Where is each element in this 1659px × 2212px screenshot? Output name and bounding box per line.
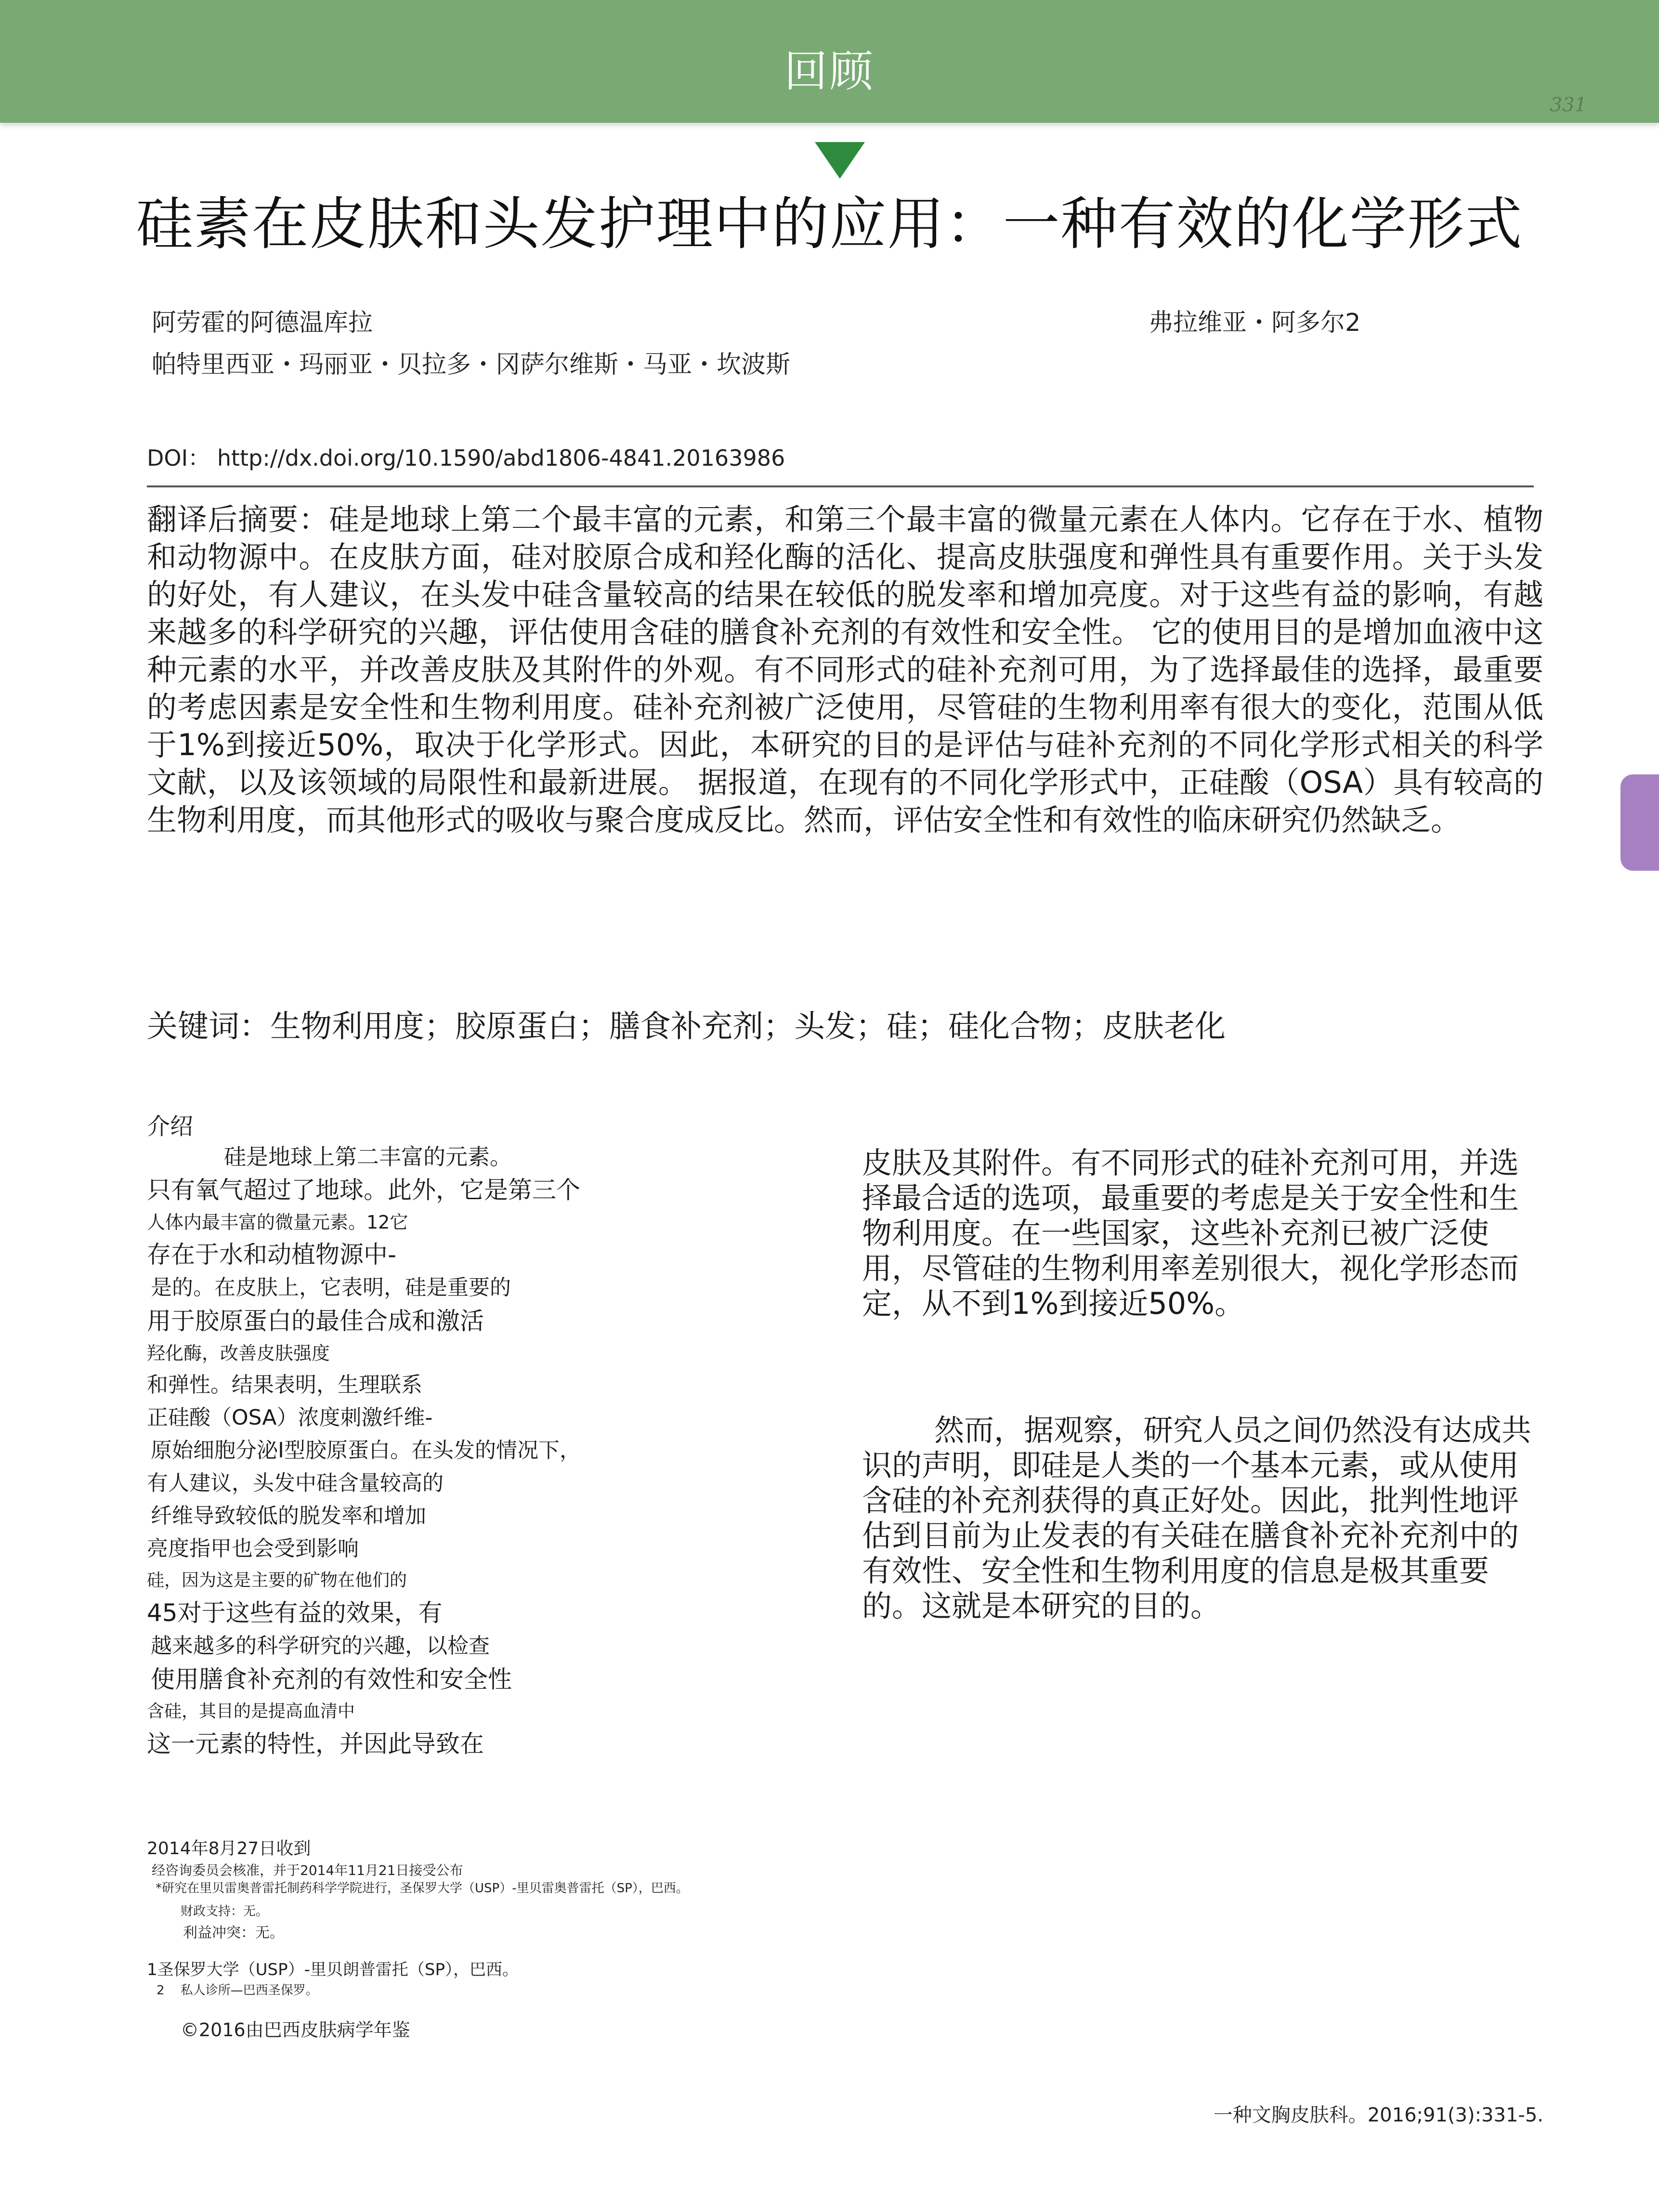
intro-paragraph: 然而，据观察，研究人员之间仍然没有达成共识的声明，即硅是人类的一个基本元素，或从使用含硅的补充剂获得的真正好处。因此，批判性地评估到目前为止发表的有关硅在膳食补充补充剂中的有效性、安全性和生物利用度的信息是极其重要的。这就是本研究的目的。 (862, 1413, 1532, 1623)
intro-line: 使用膳食补充剂的有效性和安全性 (151, 1665, 512, 1693)
intro-line: 只有氧气超过了地球。此外，它是第三个 (147, 1176, 580, 1204)
intro-right-column (862, 1145, 1546, 1715)
funding-note: 财政支持：无。 (181, 1904, 269, 1919)
intro-heading: 介绍 (147, 1113, 194, 1140)
keywords: 关键词：生物利用度；胶原蛋白；膳食补充剂；头发；硅；硅化合物；皮肤老化 (147, 1009, 1226, 1045)
intro-line: 羟化酶，改善皮肤强度 (147, 1343, 330, 1364)
doi-link[interactable]: DOI： http://dx.doi.org/10.1590/abd1806-4841.20163986 (147, 445, 785, 471)
affiliation-2 (147, 1980, 1110, 2015)
footnotes (147, 1835, 1110, 2042)
article-title: 硅素在皮肤和头发护理中的应用：一种有效的化学形式 (136, 191, 1523, 257)
page-number: 331 (1550, 94, 1587, 116)
intro-line: 正硅酸（OSA）浓度刺激纤维- (147, 1405, 433, 1430)
intro-line: 这一元素的特性，并因此导致在 (147, 1730, 484, 1758)
author-line-right: 弗拉维亚・阿多尔2 (1149, 309, 1361, 337)
intro-line: 和弹性。结果表明，生理联系 (147, 1373, 422, 1397)
author-line-1: 阿劳霍的阿德温库拉 (152, 309, 373, 337)
journal-citation: 一种文胸皮肤科。2016;91(3):331-5. (1213, 2104, 1543, 2126)
intro-line: 含硅，其目的是提高血清中 (147, 1702, 355, 1721)
intro-line: 用于胶原蛋白的最佳合成和激活 (147, 1307, 484, 1335)
affiliation-2-mark: 2 (157, 1983, 165, 1998)
divider (147, 485, 1534, 487)
intro-paragraph: 皮肤及其附件。有不同形式的硅补充剂可用，并选择最合适的选项，最重要的考虑是关于安全性和生物利用度。在一些国家，这些补充剂已被广泛使用，尽管硅的生物利用率差别很大，视化学形态而定，从不到1%到接近50%。 (862, 1145, 1519, 1321)
institution-note: *研究在里贝雷奥普雷托制药科学学院进行，圣保罗大学（USP）-里贝雷奥普雷托（SP），巴西。 (156, 1881, 689, 1896)
section-banner (0, 0, 1659, 123)
section-tab-marker (1620, 774, 1659, 871)
copyright: ©2016由巴西皮肤病学年鉴 (181, 2019, 410, 2041)
intro-line: 越来越多的科学研究的兴趣，以检查 (151, 1634, 490, 1658)
abstract: 翻译后摘要：硅是地球上第二个最丰富的元素，和第三个最丰富的微量元素在人体内。它存在于水、植物和动物源中。在皮肤方面，硅对胶原合成和羟化酶的活化、提高皮肤强度和弹性具有重要作用。关于头发的好处，有人建议，在头发中硅含量较高的结果在较低的脱发率和增加亮度。对于这些有益的影响，有越来越多的科学研究的兴趣，评估使用含硅的膳食补充剂的有效性和安全性。 它的使用目的是增加血液中这种元素的水平，并改善皮肤及其附件的外观。有不同形式的硅补充剂可用，为了选择最佳的选择，最重要的考虑因素是安全性和生物利用度。硅补充剂被广泛使用，尽管硅的生物利用率有很大的变化，范围从低于1%到接近50%，取决于化学形式。因此，本研究的目的是评估与硅补充剂的不同化学形式相关的科学文献，以及该领域的局限性和最新进展。 据报道，在现有的不同化学形式中，正硅酸（OSA）具有较高的生物利用度，而其他形式的吸收与聚合度成反比。然而，评估安全性和有效性的临床研究仍然缺乏。 (147, 502, 1543, 838)
approval-note: 经咨询委员会核准，并于2014年11月21日接受公布 (152, 1862, 463, 1878)
intro-left-column (147, 1140, 821, 1761)
conflict-note: 利益冲突：无。 (183, 1924, 284, 1941)
affiliation-2-text: 私人诊所—巴西圣保罗。 (180, 1983, 318, 1998)
triangle-pointer-icon (815, 142, 865, 179)
affiliation-1: 1圣保罗大学（USP）-里贝朗普雷托（SP），巴西。 (147, 1960, 519, 1979)
intro-line: 45对于这些有益的效果，有 (147, 1599, 443, 1627)
intro-line: 原始细胞分泌I型胶原蛋白。在头发的情况下， (151, 1438, 581, 1463)
intro-line: 纤维导致较低的脱发率和增加 (151, 1504, 426, 1528)
intro-line: 存在于水和动植物源中- (147, 1241, 397, 1269)
intro-line: 硅，因为这是主要的矿物在他们的 (147, 1571, 407, 1590)
section-title: 回顾 (784, 46, 875, 97)
author-line-2: 帕特里西亚・玛丽亚・贝拉多・冈萨尔维斯・马亚・坎波斯 (152, 351, 791, 379)
intro-line: 人体内最丰富的微量元素。12它 (147, 1212, 408, 1233)
intro-line: 有人建议，头发中硅含量较高的 (147, 1471, 444, 1495)
intro-line: 亮度指甲也会受到影响 (147, 1536, 359, 1561)
intro-line: 是的。在皮肤上，它表明，硅是重要的 (151, 1275, 511, 1300)
received-date: 2014年8月27日收到 (147, 1839, 311, 1859)
intro-line: 硅是地球上第二丰富的元素。 (224, 1144, 512, 1170)
